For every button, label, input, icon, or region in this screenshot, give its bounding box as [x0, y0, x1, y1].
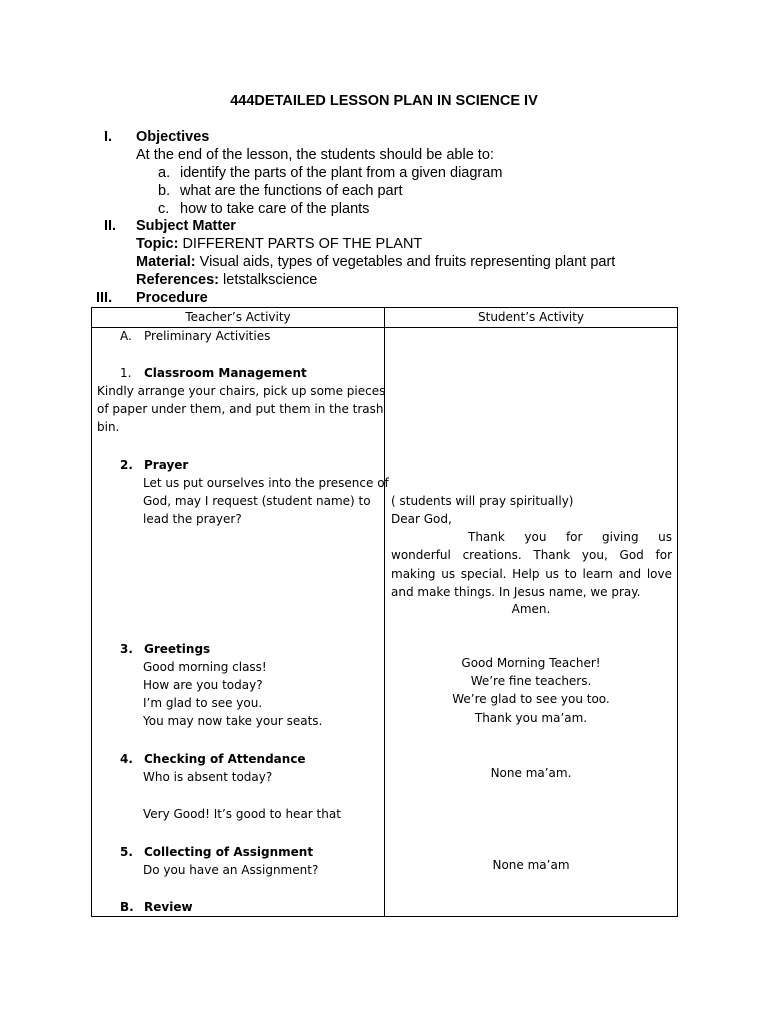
- references-label: References:: [136, 272, 220, 288]
- section-number: I.: [104, 129, 113, 145]
- classroom-line: Kindly arrange your chairs, pick up some pieces: [97, 384, 386, 398]
- prayer-body: Thank you for giving us wonderful creations. Thank you, God for making us special. Help us to learn and love and make things. In Jesus name, we pray.: [391, 530, 672, 599]
- section-subject-matter: [104, 217, 236, 235]
- classroom-line: of paper under them, and put them in the trash: [97, 402, 384, 416]
- assignment-heading: [120, 843, 313, 861]
- objectives-intro: At the end of the lesson, the students should be able to:: [136, 147, 494, 163]
- item-text: Review: [144, 900, 193, 914]
- section-number: II.: [104, 218, 117, 234]
- prayer-note: ( students will pray spiritually): [391, 494, 574, 508]
- attendance-line: Very Good! It’s good to hear that: [143, 807, 341, 821]
- material-value: Visual aids, types of vegetables and fruits representing plant part: [195, 254, 616, 270]
- item-text: Preliminary Activities: [144, 329, 271, 343]
- item-heading: Greetings: [144, 642, 211, 656]
- classroom-management-heading: [120, 364, 307, 382]
- student-greeting-line: Good Morning Teacher!: [461, 656, 601, 670]
- item-number: 4.: [120, 752, 133, 766]
- topic-line: [136, 235, 422, 253]
- prayer-close: Amen.: [511, 602, 551, 616]
- greetings-line: How are you today?: [143, 678, 263, 692]
- greetings-line: Good morning class!: [143, 660, 267, 674]
- document-title: 444DETAILED LESSON PLAN IN SCIENCE IV: [230, 93, 538, 109]
- greetings-line: You may now take your seats.: [143, 714, 323, 728]
- topic-value: DIFFERENT PARTS OF THE PLANT: [178, 236, 423, 252]
- item-number: 5.: [120, 845, 133, 859]
- item-heading: Prayer: [144, 458, 189, 472]
- objective-letter: b.: [158, 183, 171, 199]
- greetings-line: I’m glad to see you.: [143, 696, 263, 710]
- attendance-line: Who is absent today?: [143, 770, 273, 784]
- student-greeting-line: Thank you ma’am.: [474, 711, 588, 725]
- section-heading: Objectives: [136, 129, 210, 145]
- section-procedure: [96, 289, 208, 307]
- objective-text: what are the functions of each part: [180, 183, 403, 199]
- objective-item: [158, 164, 502, 182]
- item-number: 2.: [120, 458, 133, 472]
- references-line: [136, 271, 317, 289]
- header-student-activity: Student’s Activity: [478, 310, 584, 324]
- objective-text: how to take care of the plants: [180, 201, 370, 217]
- item-letter: A.: [120, 329, 132, 343]
- section-heading: Procedure: [136, 290, 208, 306]
- prayer-open: Dear God,: [391, 512, 452, 526]
- item-number: 3.: [120, 642, 133, 656]
- item-heading: Collecting of Assignment: [144, 845, 314, 859]
- preliminary-activities: [120, 327, 270, 345]
- student-attendance-answer: None ma’am.: [490, 766, 572, 780]
- references-value: letstalkscience: [219, 272, 318, 288]
- section-heading: Subject Matter: [136, 218, 236, 234]
- prayer-heading: [120, 456, 188, 474]
- item-heading: Classroom Management: [144, 366, 307, 380]
- prayer-line: lead the prayer?: [143, 512, 242, 526]
- item-number: 1.: [120, 366, 132, 380]
- objective-letter: c.: [158, 201, 170, 217]
- prayer-line: God, may I request (student name) to: [143, 494, 371, 508]
- procedure-table: [91, 307, 678, 917]
- prayer-line: Let us put ourselves into the presence of: [143, 476, 389, 490]
- item-letter: B.: [120, 900, 134, 914]
- section-objectives: [104, 128, 209, 146]
- review-heading: [120, 898, 193, 916]
- section-number: III.: [96, 290, 113, 306]
- objective-item: [158, 200, 369, 218]
- greetings-heading: [120, 640, 210, 658]
- objective-letter: a.: [158, 165, 171, 181]
- assignment-line: Do you have an Assignment?: [143, 863, 319, 877]
- objective-text: identify the parts of the plant from a given diagram: [180, 165, 503, 181]
- student-greeting-line: We’re fine teachers.: [470, 674, 592, 688]
- material-label: Material:: [136, 254, 196, 270]
- student-assignment-answer: None ma’am: [492, 858, 570, 872]
- topic-label: Topic:: [136, 236, 179, 252]
- classroom-line: bin.: [97, 420, 120, 434]
- header-teacher-activity: Teacher’s Activity: [185, 310, 291, 324]
- student-greeting-line: We’re glad to see you too.: [452, 692, 610, 706]
- objective-item: [158, 182, 402, 200]
- attendance-heading: [120, 750, 306, 768]
- item-heading: Checking of Attendance: [144, 752, 306, 766]
- material-line: [136, 253, 615, 271]
